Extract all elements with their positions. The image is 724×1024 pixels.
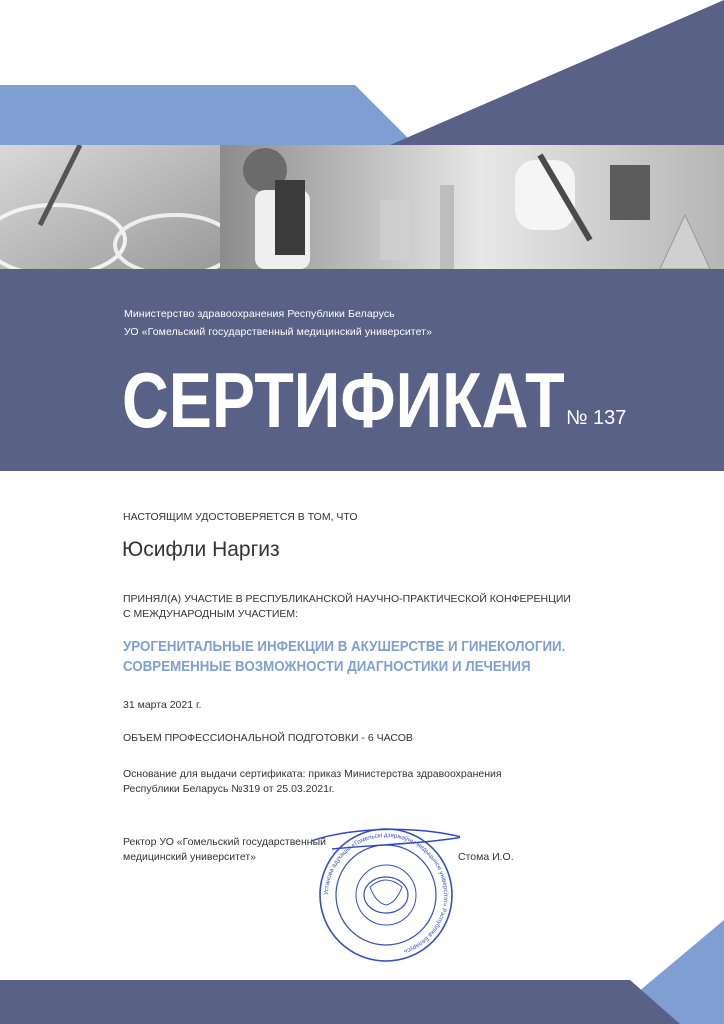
certificate-number: № 137 [566,407,627,429]
stamp-ring-text: Установа адукацыі «Гомельскі дзяржаўны медыцынскі універсітэт» Рэспубліка Беларусь [322,831,450,956]
title-banner [0,269,724,471]
basis-line-2: Республики Беларусь №319 от 25.03.2021г. [123,783,335,795]
bottom-navy-band [0,980,680,1024]
training-volume: ОБЪЕМ ПРОФЕССИОНАЛЬНОЙ ПОДГОТОВКИ - 6 ЧАСОВ [123,732,413,744]
event-date: 31 марта 2021 г. [123,699,202,711]
certificate-title: СЕРТИФИКАТ [122,356,565,444]
signer-position-line-1: Ректор УО «Гомельский государственный [123,836,327,848]
bottom-decorative-shapes [0,920,724,1024]
participation-line-1: ПРИНЯЛ(А) УЧАСТИЕ В РЕСПУБЛИКАНСКОЙ НАУЧНО-ПРАКТИЧЕСКОЙ КОНФЕРЕНЦИИ [123,593,571,605]
recipient-name: Юсифли Наргиз [122,538,280,561]
certify-line: НАСТОЯЩИМ УДОСТОВЕРЯЕТСЯ В ТОМ, ЧТО [123,511,358,523]
signer-name: Стома И.О. [458,851,514,863]
ministry-name: Министерство здравоохранения Республики Беларусь [124,308,395,320]
top-decorative-shapes [0,0,724,145]
signer-position-line-2: медицинский университет» [123,851,256,863]
laboratory-photo-strip [0,145,724,269]
navy-triangle [390,0,724,145]
basis-line-1: Основание для выдачи сертификата: приказ Министерства здравоохранения [123,768,502,780]
university-name: УО «Гомельский государственный медицинский университет» [124,326,433,338]
event-title-line-2: СОВРЕМЕННЫЕ ВОЗМОЖНОСТИ ДИАГНОСТИКИ И ЛЕЧЕНИЯ [123,659,531,675]
event-title [123,637,565,677]
event-title-line-1: УРОГЕНИТАЛЬНЫЕ ИНФЕКЦИИ В АКУШЕРСТВЕ И ГИНЕКОЛОГИИ. [123,639,566,655]
participation-line-2: С МЕЖДУНАРОДНЫМ УЧАСТИЕМ: [123,608,299,620]
light-blue-band [0,85,415,145]
